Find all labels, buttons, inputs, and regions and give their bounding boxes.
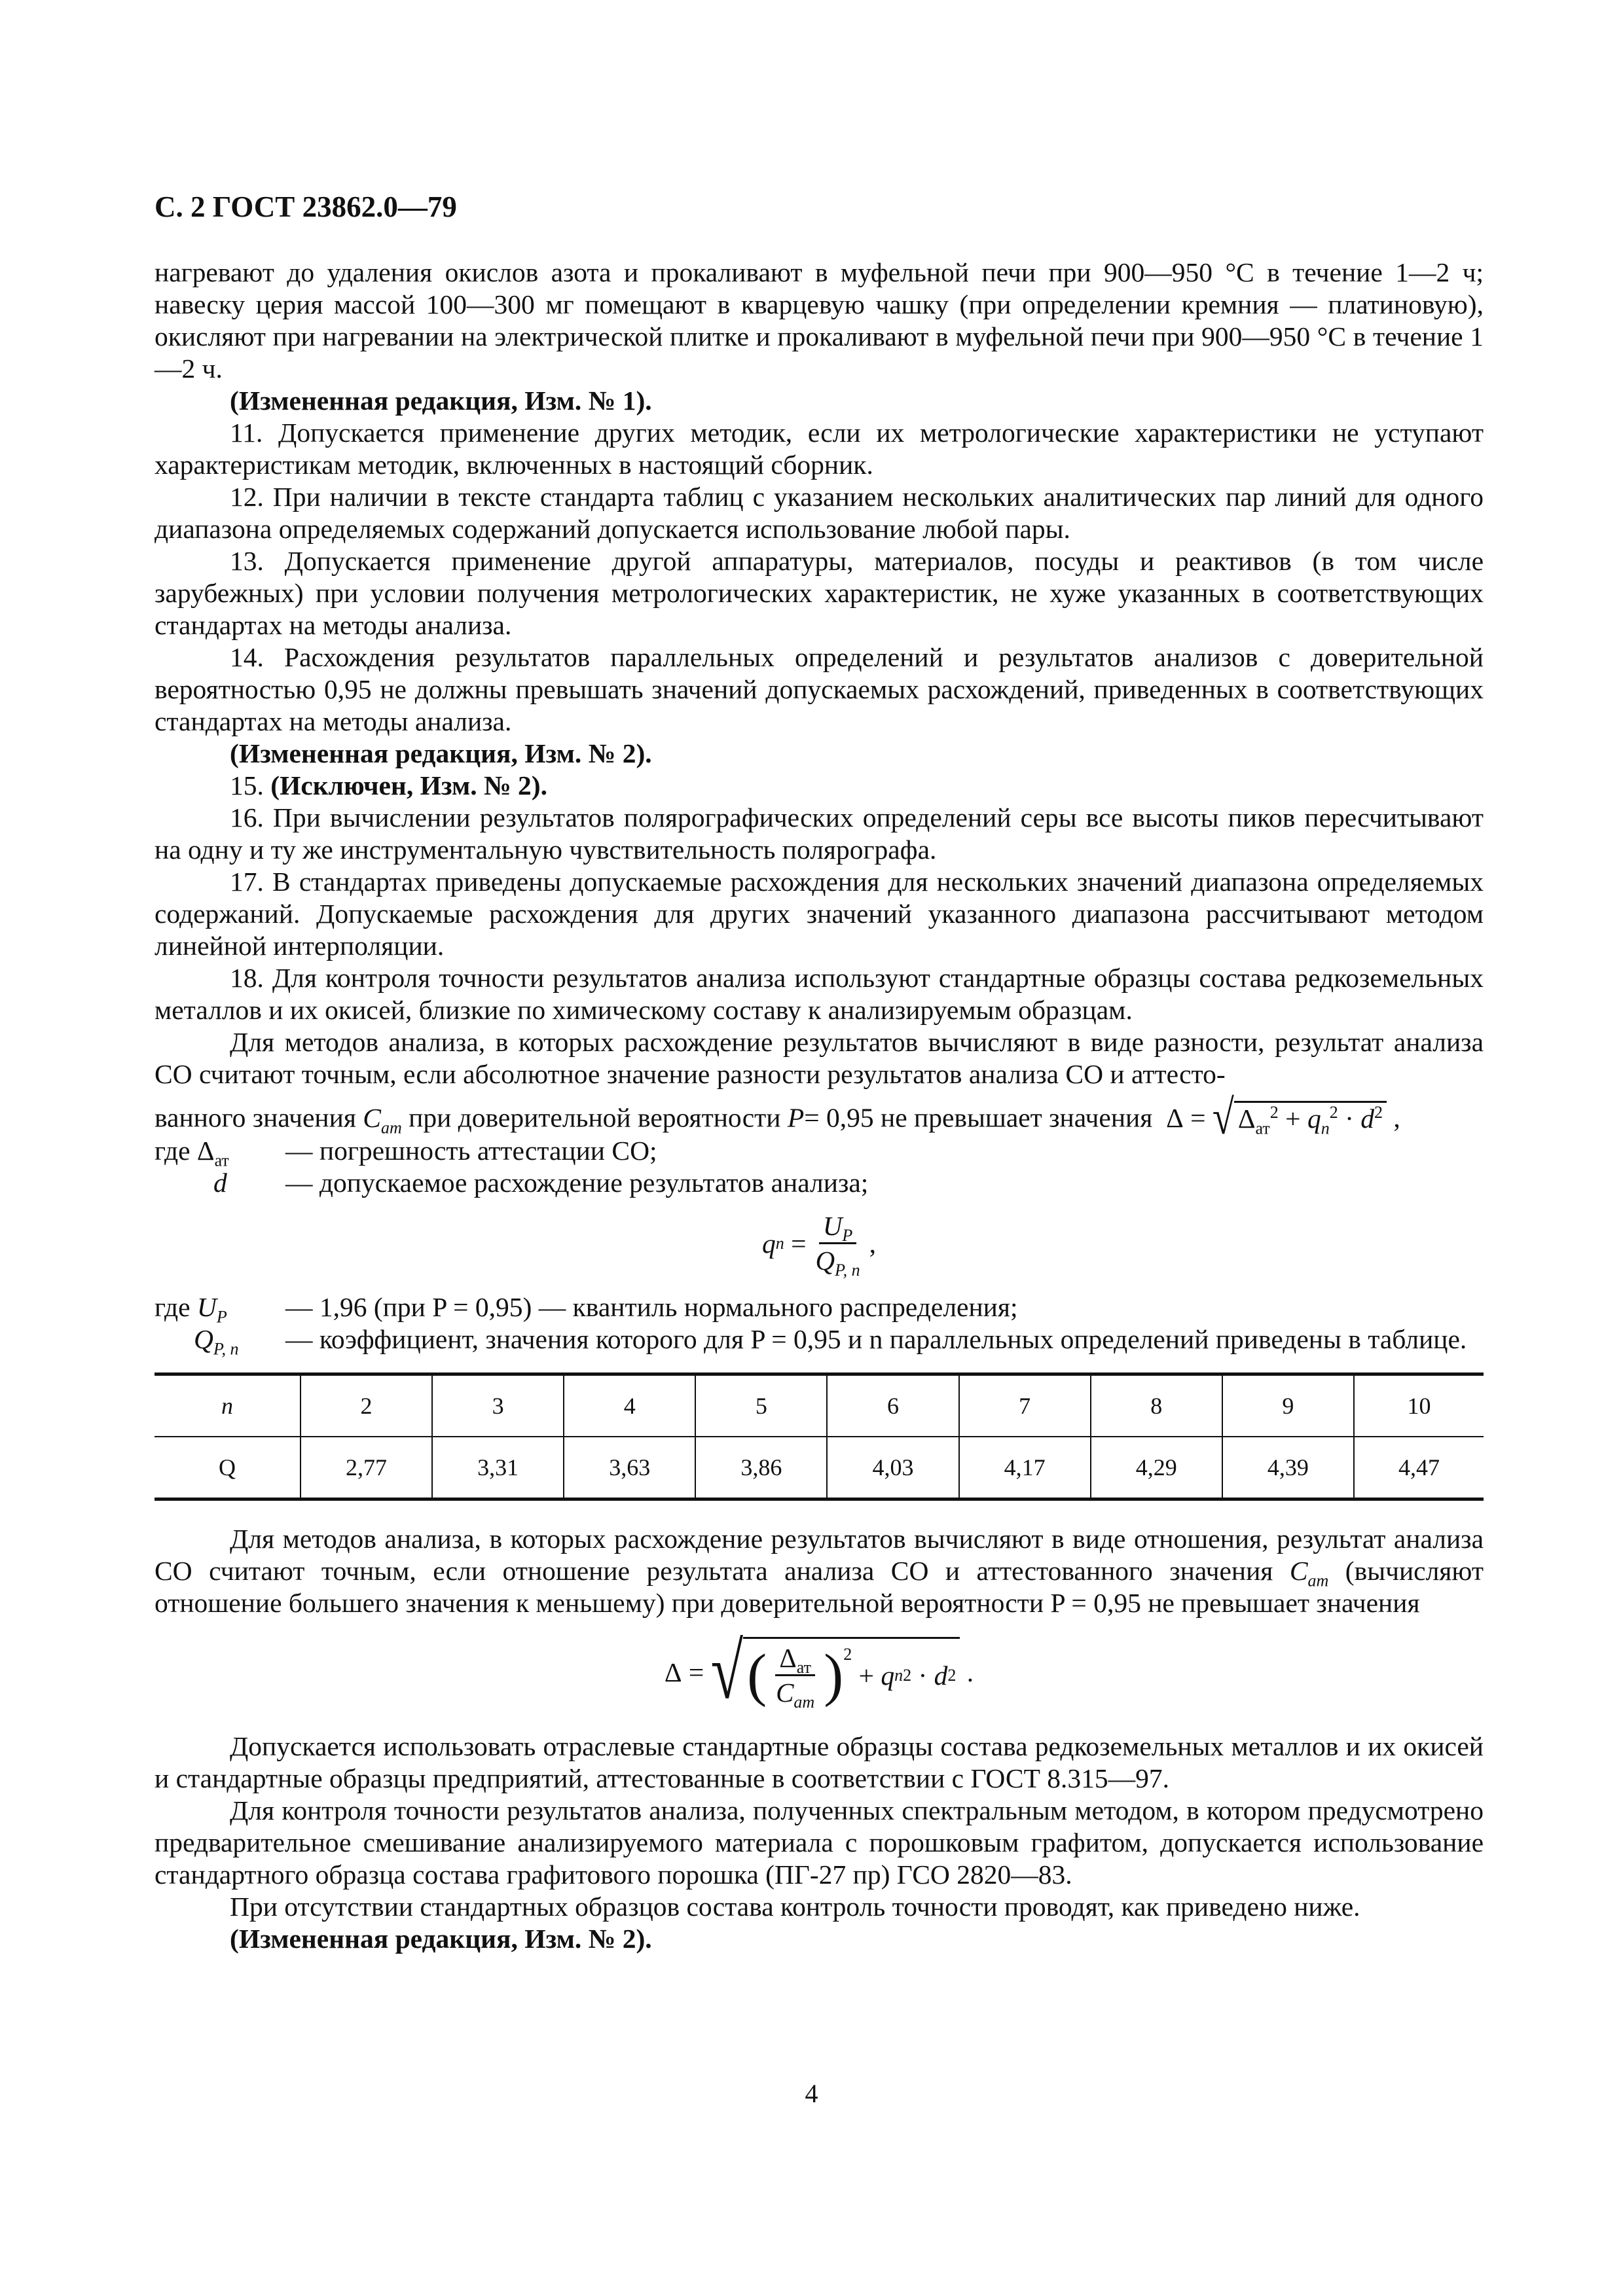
where-text-d: — допускаемое расхождение результатов анализа;	[285, 1168, 869, 1198]
page-number: 4	[805, 2079, 818, 2108]
q-coefficient-table	[155, 1372, 1484, 1501]
table-cell: 8	[1091, 1374, 1222, 1437]
where-key-delta-at: где $\Delta_{ат}$	[155, 1136, 229, 1170]
table-cell: 10	[1354, 1374, 1484, 1437]
clause-17: 17. В стандартах приведены допускаемые расхождения для нескольких значений диапазона определяемых содержаний. Допускаемые расхождения для других значений указанного диапазона рассчитывают методом линейной интерполяции.	[155, 867, 1484, 961]
clause-15-number: 15.	[230, 770, 264, 800]
table-cell: 4,29	[1091, 1437, 1222, 1499]
table-cell: 5	[695, 1374, 827, 1437]
table-cell: 2,77	[301, 1437, 432, 1499]
table-header-row	[155, 1374, 1484, 1437]
clause-15-text: (Исключен, Изм. № 2).	[270, 770, 547, 800]
where-text-up: — 1,96 (при P = 0,95) — квантиль нормального распределения;	[285, 1292, 1018, 1322]
table-cell: 3	[432, 1374, 564, 1437]
qn-formula: q n = $\frac{U_P}{Q_{P, n}}$ ,	[761, 1211, 877, 1280]
where-key-qp: $Q_{P, n}$	[194, 1324, 239, 1359]
where-text-delta-at: — погрешность аттестации СО;	[285, 1136, 657, 1166]
table-cell: 6	[827, 1374, 958, 1437]
text-fragment: ванного значения	[155, 1102, 356, 1133]
c-at-symbol: $C_{ат}$	[363, 1102, 402, 1137]
table-cell: 4,03	[827, 1437, 958, 1499]
where-key-d: d	[213, 1168, 227, 1198]
document-page	[155, 190, 1484, 1955]
table-cell: 3,63	[564, 1437, 695, 1499]
clause-11: 11. Допускается применение других методик, если их метрологические характеристики не уступают характеристикам методик, включенных в настоящий сборник.	[155, 418, 1484, 480]
clause-16: 16. При вычислении результатов полярографических определений серы все высоты пиков пересчитывают на одну и ту же инструментальную чувствительность полярографа.	[155, 802, 1484, 865]
allow-paragraph: Допускается использовать отраслевые стандартные образцы состава редкоземельных металлов и их окисей и стандартные образцы предприятий, аттестованные в соответствии с ГОСТ 8.315—97.	[155, 1731, 1484, 1793]
where-key-up: где $U_P$	[155, 1292, 227, 1327]
clause-18: 18. Для контроля точности результатов анализа используют стандартные образцы состава редкоземельных металлов и их окисей, близкие по химическому составу к анализируемым образцам.	[155, 963, 1484, 1025]
amendment-note-1: (Измененная редакция, Изм. № 1).	[230, 386, 652, 416]
graphite-paragraph: Для контроля точности результатов анализа, полученных спектральным методом, в котором предусмотрено предварительное смешивание анализируемого материала с порошковым графитом, допускается использование стандартного образца состава графитового порошка (ПГ-27 пр) ГСО 2820—83.	[155, 1795, 1484, 1890]
table-cell: 3,86	[695, 1437, 827, 1499]
table-cell: 4,47	[1354, 1437, 1484, 1499]
table-cell: 7	[959, 1374, 1091, 1437]
delta-ratio-formula: Δ = √ ( $\frac{\Delta_{ат}}{C_{ат}}$ ) $^2$ + q n 2 · d 2 .	[664, 1628, 974, 1716]
table-cell: 3,31	[432, 1437, 564, 1499]
clause-12: 12. При наличии в тексте стандарта таблиц с указанием нескольких аналитических пар линий для одного диапазона определяемых содержаний допускается использование любой пары.	[155, 482, 1484, 544]
p-symbol: P	[787, 1102, 805, 1133]
where-text-qp: — коэффициент, значения которого для P = 0,95 и n параллельных определений приведены в таблице.	[285, 1324, 1467, 1354]
table-cell: 4,39	[1222, 1437, 1354, 1499]
clause-14: 14. Расхождения результатов параллельных определений и результатов анализов с доверительной вероятностью 0,95 не должны превышать значений допускаемых расхождений, приведенных в соответствующих стандартах на методы анализа.	[155, 642, 1484, 736]
table-row	[155, 1437, 1484, 1499]
text-fragment: при доверительной вероятности	[409, 1102, 781, 1133]
amendment-note-2b: (Измененная редакция, Изм. № 2).	[230, 1924, 652, 1954]
clause-18-difference: Для методов анализа, в которых расхождение результатов вычисляют в виде разности, результат анализа СО считают точным, если абсолютное значение разности результатов анализа СО и аттесто-	[155, 1027, 1484, 1089]
table-cell: 4	[564, 1374, 695, 1437]
text-fragment: = 0,95 не превышает значения	[804, 1102, 1153, 1133]
page-header: С. 2 ГОСТ 23862.0—79	[155, 190, 457, 223]
amendment-note-2a: (Измененная редакция, Изм. № 2).	[230, 738, 652, 768]
table-cell: 2	[301, 1374, 432, 1437]
table-cell: n	[155, 1374, 301, 1437]
table-cell: Q	[155, 1437, 301, 1499]
paragraph-intro: нагревают до удаления окислов азота и прокаливают в муфельной печи при 900—950 °С в течение 1—2 ч; навеску церия массой 100—300 мг помещают в кварцевую чашку (при определении кремния — платиновую), окисляют при нагревании на электрической плитке и прокаливают в муфельной печи при 900—950 °С в течение 1—2 ч.	[155, 257, 1484, 384]
delta-formula-inline: Δ = √ $\Delta_{ат}^2 + q_n^2 \cdot d^2$ ,	[1166, 1090, 1400, 1144]
where-block-1	[155, 1135, 1484, 1199]
clause-18-difference-cont	[155, 1090, 1484, 1144]
table-cell: 9	[1222, 1374, 1354, 1437]
clause-13: 13. Допускается применение другой аппаратуры, материалов, посуды и реактивов (в том числе зарубежных) при условии получения метрологических характеристик, не хуже указанных в соответствующих стандартах на методы анализа.	[155, 546, 1484, 640]
clause-15	[155, 770, 1484, 802]
ratio-paragraph: Для методов анализа, в которых расхождение результатов вычисляют в виде отношения, результат анализа СО считают точным, если отношение результата анализа СО и аттестованного значения $C_{ат}$ (вычисляют отношение большего значения к меньшему) при доверительной вероятности P = 0,95 не превышает значения	[155, 1524, 1484, 1618]
where-block-2	[155, 1291, 1484, 1359]
absent-paragraph: При отсутствии стандартных образцов состава контроль точности проводят, как приведено ниже.	[230, 1892, 1360, 1922]
table-cell: 4,17	[959, 1437, 1091, 1499]
